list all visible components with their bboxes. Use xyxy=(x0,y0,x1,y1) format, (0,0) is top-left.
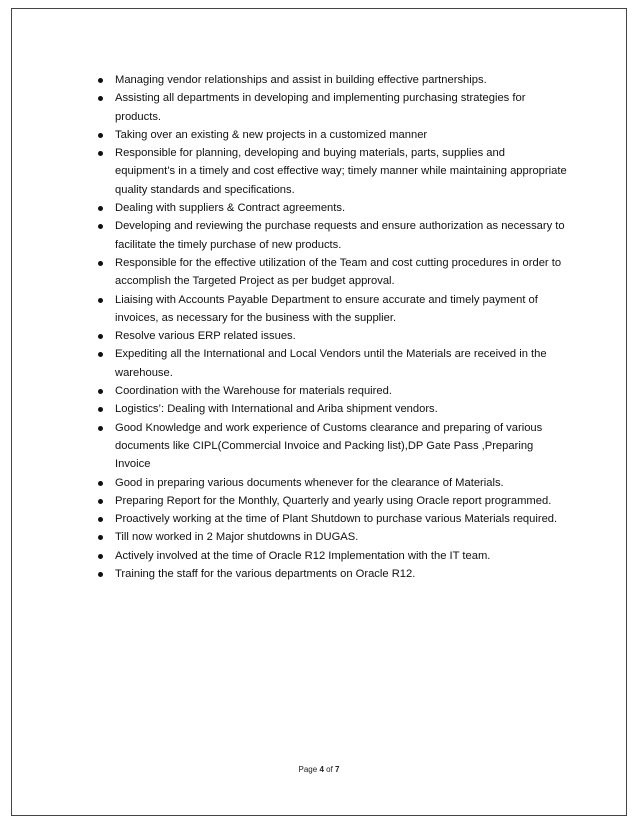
bullet-item xyxy=(98,419,568,474)
bullet-list xyxy=(98,71,568,583)
bullet-item xyxy=(98,126,568,144)
footer-of-label: of xyxy=(326,765,333,774)
bullet-text: Dealing with suppliers & Contract agreements. xyxy=(115,202,346,215)
bullet-dot-icon xyxy=(98,151,103,156)
bullet-item xyxy=(98,71,568,89)
bullet-item xyxy=(98,144,568,199)
bullet-text: Good Knowledge and work experience of Customs clearance and preparing of various documents like CIPL(Commercial Invoice and Packing list),DP Gate Pass ,Preparing Invoice xyxy=(115,421,543,471)
bullet-item xyxy=(98,217,568,254)
bullet-dot-icon xyxy=(98,298,103,303)
bullet-dot-icon xyxy=(98,352,103,357)
bullet-text: Developing and reviewing the purchase requests and ensure authorization as necessary to facilitate the timely purchase of new products. xyxy=(115,220,565,251)
bullet-dot-icon xyxy=(98,261,103,266)
bullet-text: Coordination with the Warehouse for materials required. xyxy=(115,385,392,398)
bullet-text: Assisting all departments in developing and implementing purchasing strategies for products. xyxy=(115,92,526,123)
bullet-text: Training the staff for the various departments on Oracle R12. xyxy=(115,568,416,581)
bullet-item xyxy=(98,199,568,217)
bullet-dot-icon xyxy=(98,481,103,486)
bullet-item xyxy=(98,474,568,492)
bullet-item xyxy=(98,528,568,546)
bullet-dot-icon xyxy=(98,499,103,504)
bullet-item xyxy=(98,382,568,400)
page-footer xyxy=(0,765,638,774)
bullet-text: Taking over an existing & new projects in a customized manner xyxy=(115,128,428,141)
bullet-text: Responsible for the effective utilization of the Team and cost cutting procedures in order to accomplish the Targeted Project as per budget approval. xyxy=(115,256,562,288)
bullet-item xyxy=(98,510,568,528)
bullet-dot-icon xyxy=(98,407,103,412)
bullet-text: Resolve various ERP related issues. xyxy=(115,330,296,343)
bullet-text: Responsible for planning, developing and buying materials, parts, supplies and equipment’s in a timely and cost effective way; timely manner while maintaining appropriate quality standards and specifications. xyxy=(115,147,567,196)
bullet-dot-icon xyxy=(98,389,103,394)
bullet-item xyxy=(98,345,568,382)
bullet-text: Liaising with Accounts Payable Department to ensure accurate and timely payment of invoices, as necessary for the business with the supplier. xyxy=(115,293,538,324)
bullet-dot-icon xyxy=(98,96,103,101)
bullet-item xyxy=(98,291,568,328)
bullet-dot-icon xyxy=(98,517,103,522)
bullet-dot-icon xyxy=(98,535,103,540)
bullet-item xyxy=(98,400,568,418)
bullet-text: Good in preparing various documents whenever for the clearance of Materials. xyxy=(115,476,504,489)
bullet-text: Proactively working at the time of Plant Shutdown to purchase various Materials required. xyxy=(115,513,558,526)
bullet-text: Managing vendor relationships and assist in building effective partnerships. xyxy=(115,74,487,86)
bullet-dot-icon xyxy=(98,572,103,577)
bullet-item xyxy=(98,547,568,565)
bullet-dot-icon xyxy=(98,133,103,138)
bullet-dot-icon xyxy=(98,78,103,83)
bullet-text: Expediting all the International and Local Vendors until the Materials are received in the warehouse. xyxy=(115,348,547,379)
bullet-item xyxy=(98,254,568,291)
footer-current-page: 4 xyxy=(319,765,324,774)
footer-total-pages: 7 xyxy=(335,765,340,774)
bullet-text: Actively involved at the time of Oracle R12 Implementation with the IT team. xyxy=(115,549,491,562)
bullet-item xyxy=(98,565,568,583)
bullet-dot-icon xyxy=(98,426,103,431)
bullet-dot-icon xyxy=(98,554,103,559)
bullet-item xyxy=(98,327,568,345)
bullet-text: Till now worked in 2 Major shutdowns in DUGAS. xyxy=(115,531,359,544)
footer-page-label: Page xyxy=(298,765,318,774)
bullet-item xyxy=(98,492,568,510)
bullet-item xyxy=(98,89,568,126)
bullet-dot-icon xyxy=(98,206,103,211)
bullet-dot-icon xyxy=(98,334,103,339)
bullet-text: Preparing Report for the Monthly, Quarterly and yearly using Oracle report programmed. xyxy=(115,494,552,507)
bullet-text: Logistics’: Dealing with International and Ariba shipment vendors. xyxy=(115,403,438,416)
bullet-dot-icon xyxy=(98,224,103,229)
